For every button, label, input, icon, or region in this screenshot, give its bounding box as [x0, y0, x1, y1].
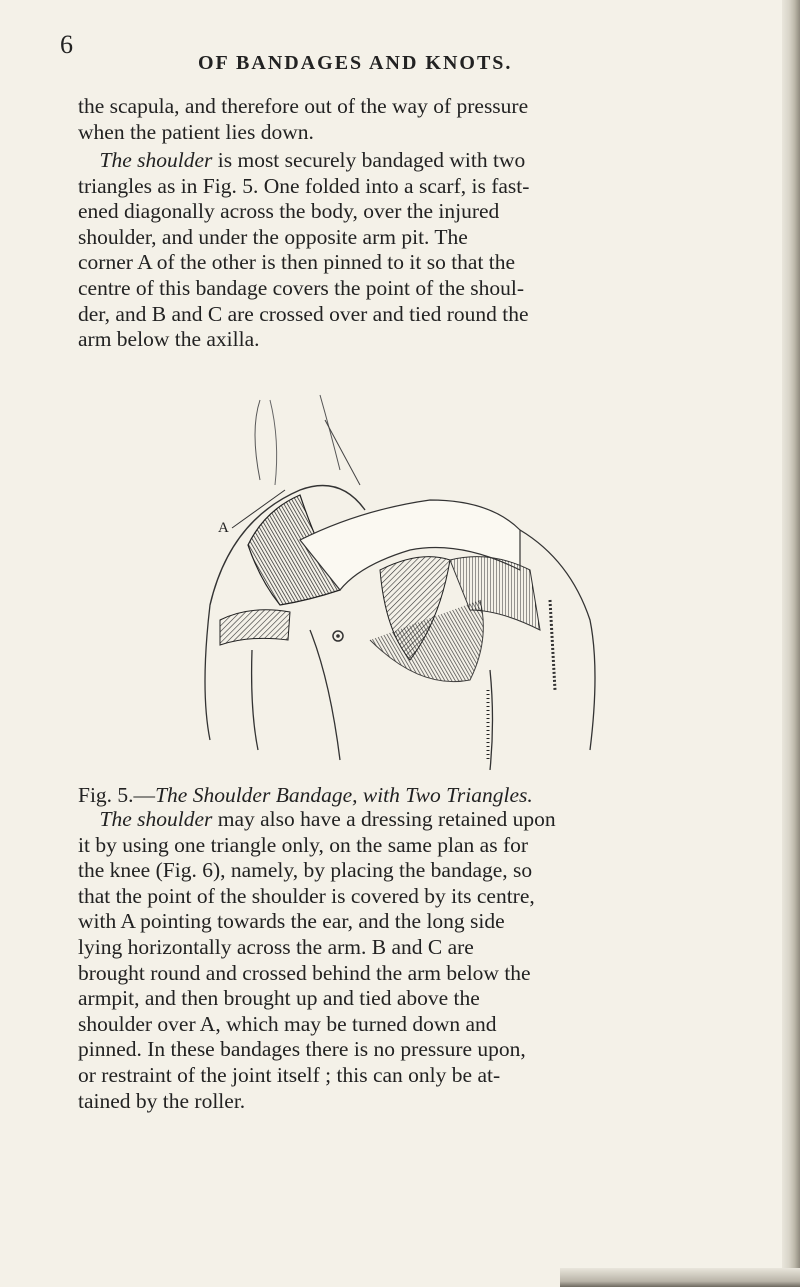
- paragraph-shoulder-one-triangle: [78, 807, 773, 1114]
- shoulder-bandage-illustration: [190, 390, 630, 770]
- text-line: armpit, and then brought up and tied above the: [78, 986, 480, 1011]
- text-line: The shoulder may also have a dressing retained upon: [99, 807, 556, 831]
- text-line: the knee (Fig. 6), namely, by placing the bandage, so: [78, 858, 533, 883]
- paragraph-scapula: [78, 94, 773, 145]
- text-line: that the point of the shoulder is covered by its centre,: [78, 883, 535, 908]
- engraving: [190, 390, 630, 770]
- text-line: arm below the axilla.: [78, 327, 260, 352]
- text-line: corner A of the other is then pinned to it so that the: [78, 250, 516, 275]
- running-head: OF BANDAGES AND KNOTS.: [198, 52, 513, 74]
- text-line: when the patient lies down.: [78, 119, 314, 144]
- text-line: the scapula, and therefore out of the way of pressure: [78, 94, 529, 118]
- text-line: with A pointing towards the ear, and the long side: [78, 909, 505, 934]
- figure-caption: [78, 783, 778, 808]
- page-number: 6: [60, 30, 74, 59]
- text-line: lying horizontally across the arm. B and C are: [78, 934, 474, 959]
- text-line: brought round and crossed behind the arm below the: [78, 960, 531, 985]
- text-line: ened diagonally across the body, over the injured: [78, 199, 500, 224]
- text-line: The shoulder is most securely bandaged with two: [99, 148, 526, 172]
- italic-lead: The shoulder: [99, 807, 213, 831]
- text-line: pinned. In these bandages there is no pressure upon,: [78, 1037, 526, 1062]
- page-edge-shadow: [782, 0, 800, 1287]
- text-line: centre of this bandage covers the point of the shoul-: [78, 275, 524, 300]
- label-a: A: [218, 520, 229, 536]
- text-line: or restraint of the joint itself ; this can only be at-: [78, 1062, 501, 1087]
- paragraph-shoulder-two-triangles: [78, 148, 773, 353]
- text-line: shoulder, and under the opposite arm pit. The: [78, 224, 468, 249]
- caption-prefix: Fig. 5.—: [78, 783, 156, 807]
- text-line: tained by the roller.: [78, 1088, 246, 1113]
- text-line: der, and B and C are crossed over and tied round the: [78, 301, 529, 326]
- text-line: it by using one triangle only, on the same plan as for: [78, 832, 529, 857]
- italic-lead: The shoulder: [99, 148, 213, 172]
- page-bottom-shadow: [560, 1268, 800, 1287]
- text-line: triangles as in Fig. 5. One folded into a scarf, is fast-: [78, 173, 530, 198]
- caption-title: The Shoulder Bandage, with Two Triangles.: [155, 783, 533, 807]
- text-line: shoulder over A, which may be turned down and: [78, 1011, 497, 1036]
